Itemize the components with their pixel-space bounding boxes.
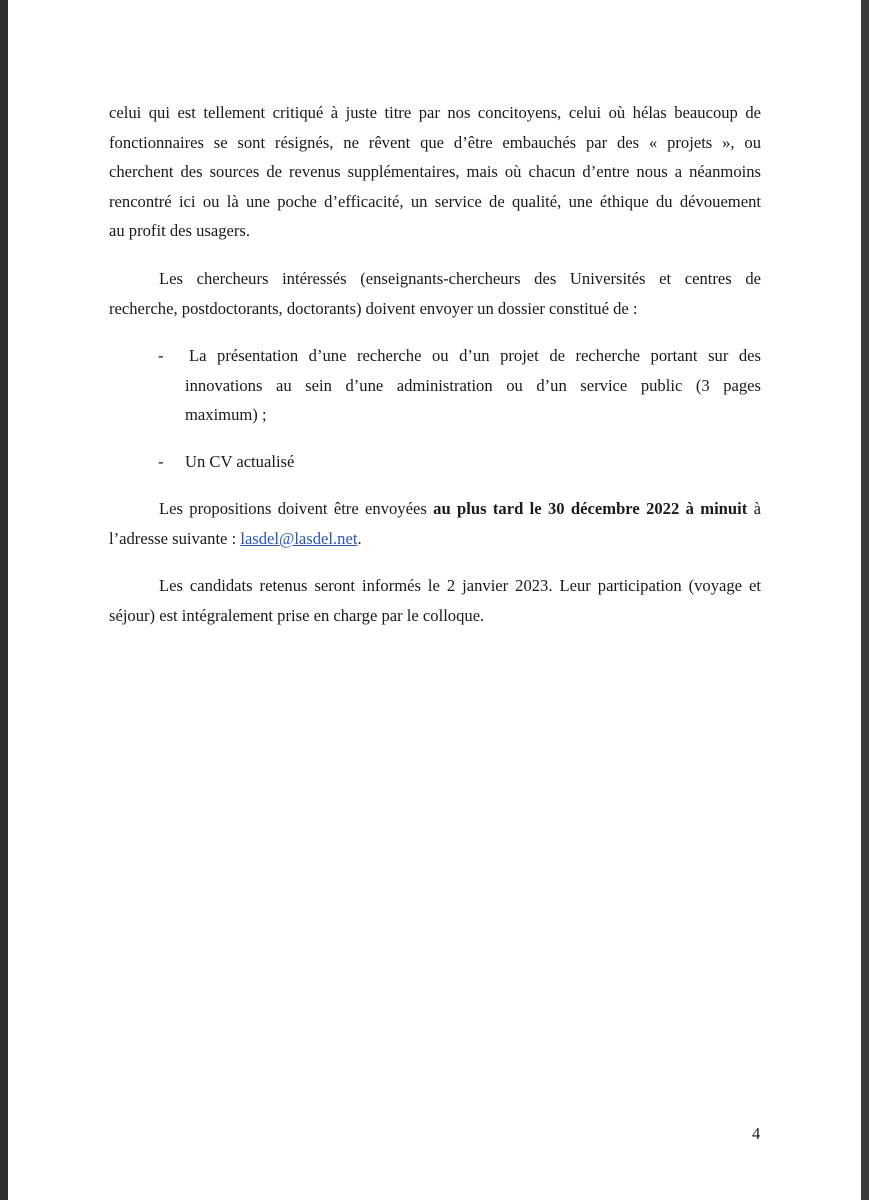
list-item-line: innovations au sein d’une administration ou d’un service public (3 pages bbox=[185, 375, 761, 395]
document-page bbox=[8, 0, 861, 1200]
paragraph-continuation bbox=[109, 98, 761, 246]
deadline-text: Les propositions doivent être envoyées bbox=[159, 499, 434, 518]
address-label: l’adresse suivante : bbox=[109, 528, 241, 548]
paragraph-line: Les candidats retenus seront informés le 2 janvier 2023. Leur participation (voyage et bbox=[159, 576, 761, 595]
paragraph-line: Les chercheurs intéressés (enseignants-chercheurs des Universités et centres de bbox=[159, 269, 761, 288]
paragraph-line: au profit des usagers. bbox=[109, 221, 251, 241]
paragraph-candidates bbox=[109, 571, 761, 630]
list-bullet: - bbox=[158, 452, 164, 471]
paragraph-line bbox=[109, 494, 761, 524]
list-item-presentation bbox=[185, 341, 761, 430]
paragraph-line: cherchent des sources de revenus supplémentaires, mais où chacun d’entre nous a néanmoins bbox=[109, 162, 761, 182]
paragraph-line: celui qui est tellement critiqué à juste titre par nos concitoyens, celui où hélas beaucoup de bbox=[109, 103, 761, 122]
deadline-date: au plus tard le 30 décembre 2022 à minuit bbox=[433, 499, 748, 518]
list-item-line: La présentation d’une recherche ou d’un projet de recherche portant sur des bbox=[189, 346, 761, 365]
paragraph-deadline bbox=[109, 494, 761, 553]
viewer-right-edge bbox=[861, 0, 869, 1200]
page-number: 4 bbox=[752, 1124, 761, 1143]
address-suffix: . bbox=[357, 528, 362, 548]
paragraph-line: recherche, postdoctorants, doctorants) doivent envoyer un dossier constitué de : bbox=[109, 298, 638, 318]
deadline-text-end: à bbox=[747, 499, 761, 518]
paragraph-line: rencontré ici ou là une poche d’efficacité, un service de qualité, une éthique du dévouement bbox=[109, 191, 761, 211]
paragraph-line bbox=[109, 524, 761, 554]
email-link[interactable]: lasdel@lasdel.net bbox=[240, 528, 358, 548]
paragraph-line: fonctionnaires se sont résignés, ne rêvent que d’être embauchés par des « projets », ou bbox=[109, 132, 761, 152]
paragraph-researchers bbox=[109, 264, 761, 323]
list-item-line: Un CV actualisé bbox=[185, 452, 295, 471]
paragraph-line: séjour) est intégralement prise en charge par le colloque. bbox=[109, 605, 485, 625]
list-bullet: - bbox=[158, 346, 164, 365]
list-item-line: maximum) ; bbox=[185, 405, 267, 425]
list-item-cv bbox=[185, 447, 761, 477]
viewer-left-edge bbox=[0, 0, 8, 1200]
